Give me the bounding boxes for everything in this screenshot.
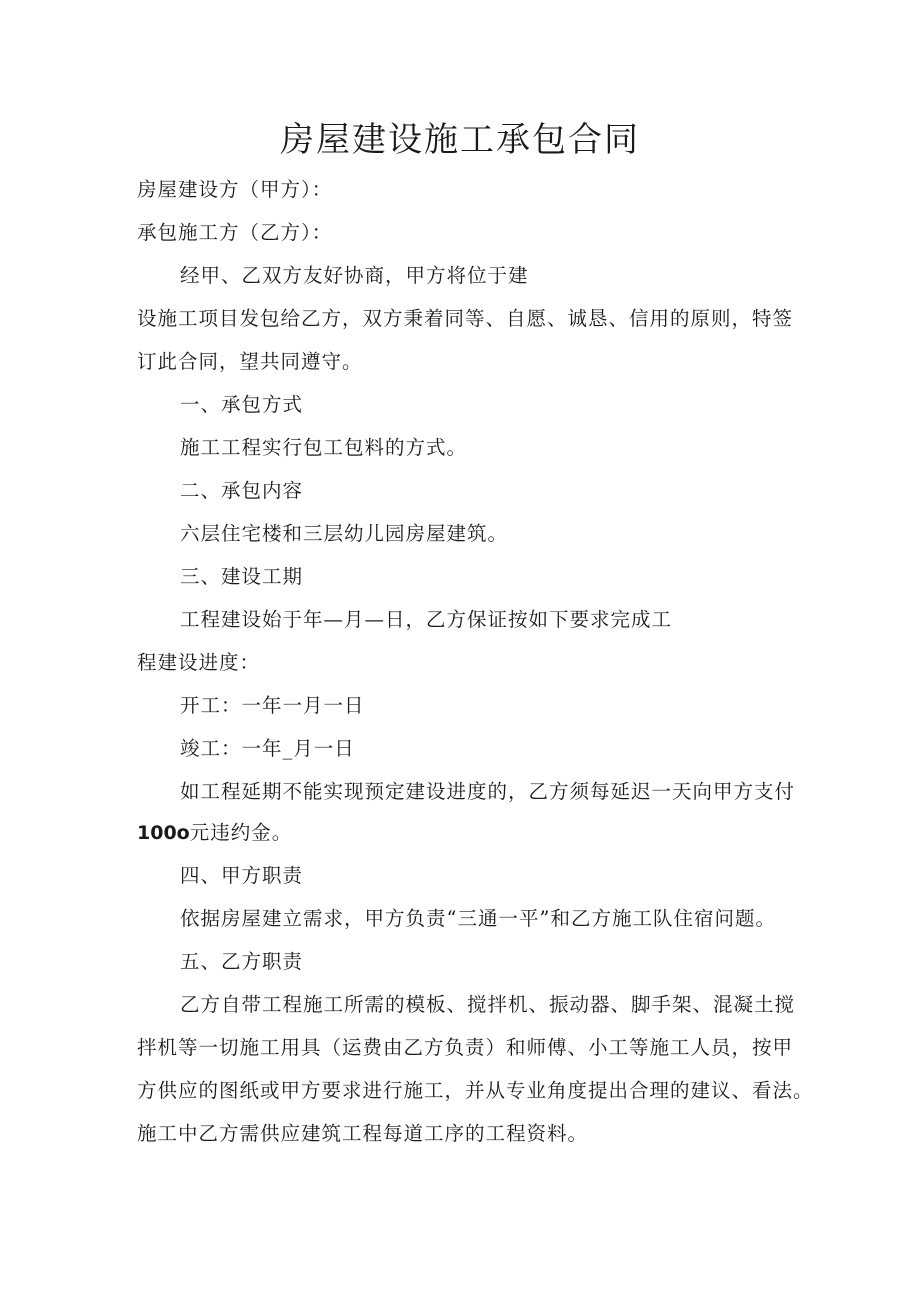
intro-paragraph-line: 经甲、乙双方友好协商，甲方将位于建 [180, 264, 529, 287]
section-text: 工程建设始于年—月—日，乙方保证按如下要求完成工 [180, 608, 673, 631]
intro-paragraph-line: 设施工项目发包给乙方，双方秉着同等、自愿、诚恳、信用的原则，特签 [137, 307, 794, 330]
delay-penalty-line: 如工程延期不能实现预定建设进度的，乙方须每延迟一天向甲方支付 [180, 780, 796, 803]
document-title: 房屋建设施工承包合同 [280, 120, 640, 160]
penalty-amount: 100o [137, 822, 190, 844]
completion-date-line: 竣工：一年_月一日 [180, 737, 355, 760]
section-text: 乙方自带工程施工所需的模板、搅拌机、振动器、脚手架、混凝土搅 [180, 993, 796, 1016]
intro-paragraph-line: 订此合同，望共同遵守。 [137, 350, 363, 373]
start-date-line: 开工：一年一月一日 [180, 694, 365, 717]
section-text: 依据房屋建立需求，甲方负责“三通一平”和乙方施工队住宿问题。 [180, 907, 776, 930]
party-a-line: 房屋建设方（甲方）： [137, 178, 333, 201]
section-text: 拌机等一切施工用具（运费由乙方负责）和师傅、小工等施工人员，按甲 [137, 1036, 794, 1059]
section-heading: 四、甲方职责 [180, 864, 304, 887]
section-heading: 二、承包内容 [180, 479, 304, 502]
penalty-amount-line [137, 817, 292, 845]
section-text: 程建设进度： [137, 651, 261, 674]
section-text: 施工工程实行包工包料的方式。 [180, 436, 468, 459]
section-heading: 三、建设工期 [180, 565, 304, 588]
section-heading: 一、承包方式 [180, 393, 304, 416]
section-text: 方供应的图纸或甲方要求进行施工，并从专业角度提出合理的建议、看法。 [137, 1079, 814, 1102]
section-heading: 五、乙方职责 [180, 950, 304, 973]
section-text: 施工中乙方需供应建筑工程每道工序的工程资料。 [137, 1122, 589, 1145]
section-text: 六层住宅楼和三层幼儿园房屋建筑。 [180, 522, 509, 545]
party-b-line: 承包施工方（乙方）： [137, 221, 333, 244]
penalty-suffix: 元违约金。 [189, 821, 293, 844]
